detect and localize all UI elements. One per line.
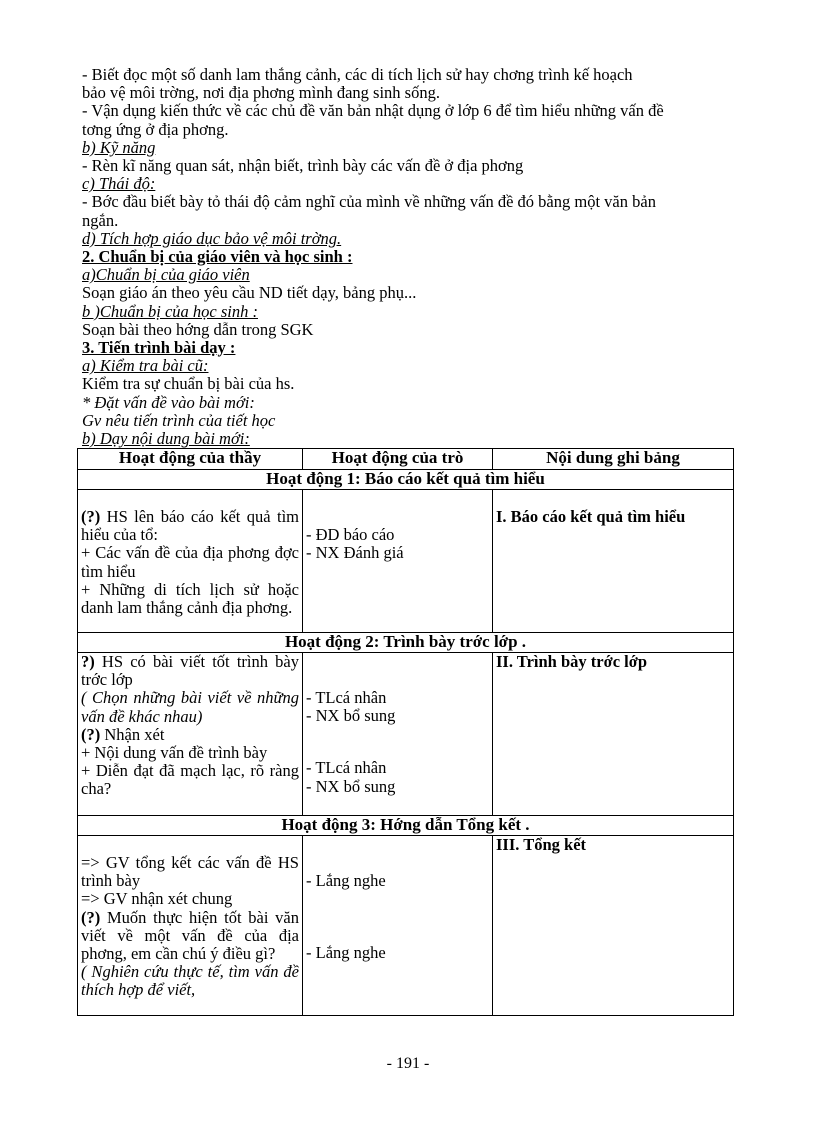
skills-text: - Rèn kĩ năng quan sát, nhận biết, trình bày các vấn đề ở địa phơng	[82, 156, 524, 176]
teacher-text: => GV nhận xét chung	[81, 889, 233, 909]
teaching-heading: b) Dạy nội dung bài mới:	[82, 429, 250, 449]
new-lesson-heading: * Đặt vấn đề vào bài mới:	[82, 392, 255, 412]
question-marker: (?)	[81, 507, 101, 526]
column-header: Nội dung ghi bảng	[493, 449, 734, 470]
student-text: - NX bổ sung	[306, 776, 396, 796]
student-prep-text: Soạn bài theo hớng dẫn trong SGK	[82, 319, 314, 339]
teacher-cell	[78, 653, 303, 816]
review-text: Kiểm tra sự chuẩn bị bài của hs.	[82, 374, 295, 394]
student-cell	[303, 836, 493, 1016]
review-heading: a) Kiểm tra bài cũ:	[82, 356, 209, 376]
question-marker: (?)	[81, 907, 101, 927]
lesson-plan-table	[77, 448, 734, 1016]
teacher-text: Nhận xét	[100, 724, 165, 744]
teacher-text: HS có bài viết tốt trình bày trớc lớp	[81, 652, 299, 690]
teacher-text: + Nội dung vấn đề trình bày	[81, 743, 268, 763]
attitude-heading: c) Thái độ:	[82, 174, 156, 194]
board-cell	[493, 653, 734, 816]
table-row	[78, 490, 734, 633]
teacher-prep-heading: a)Chuẩn bị của giáo viên	[82, 265, 250, 285]
student-text: - NX bổ sung	[306, 706, 396, 726]
student-text: - NX Đánh giá	[306, 543, 404, 563]
activity-1-title: Hoạt động 1: Báo cáo kết quả tìm hiểu	[78, 470, 734, 490]
attitude-text: - Bớc đầu biết bày tỏ thái độ cảm nghĩ của mình về những vấn đề đó bằng một văn bản	[82, 192, 656, 212]
objective-line: tơng ứng ở địa phơng.	[82, 119, 229, 139]
teacher-text: HS lên báo cáo kết quả tìm hiểu của tổ:	[81, 507, 299, 545]
lesson-intro	[82, 66, 752, 448]
student-text: - Lắng nghe	[306, 871, 386, 890]
column-header: Hoạt động của thầy	[78, 449, 303, 470]
column-header: Hoạt động của trò	[303, 449, 493, 470]
process-heading: 3. Tiến trình bài dạy :	[82, 338, 236, 358]
board-heading: III. Tổng kết	[496, 835, 587, 854]
activity-2-title: Hoạt động 2: Trình bày trớc lớp .	[78, 633, 734, 653]
student-text: - Lắng nghe	[306, 943, 386, 963]
attitude-text: ngắn.	[82, 210, 119, 230]
teacher-text: + Những di tích lịch sử hoặc danh lam thắng cảnh địa phơng.	[81, 579, 299, 618]
teacher-text: Muốn thực hiện tốt bài văn viết về một vấn đề của địa phơng, em cần chú ý điều gì?	[81, 907, 299, 964]
table-header-row	[78, 449, 734, 470]
new-lesson-text: Gv nêu tiến trình của tiết học	[82, 410, 276, 430]
teacher-cell	[78, 490, 303, 633]
teacher-cell	[78, 836, 303, 1016]
teacher-text: => GV tổng kết các vấn đề HS trình bày	[81, 853, 299, 891]
table-row	[78, 836, 734, 1016]
objective-line: - Vận dụng kiến thức về các chủ đề văn bản nhật dụng ở lớp 6 để tìm hiểu những vấn đề	[82, 101, 664, 121]
activity-3-title: Hoạt động 3: Hớng dẫn Tổng kết .	[78, 816, 734, 836]
table-row	[78, 653, 734, 816]
student-cell	[303, 653, 493, 816]
teacher-text: + Diễn đạt đã mạch lạc, rõ ràng cha?	[81, 761, 299, 799]
student-text: - TLcá nhân	[306, 758, 387, 778]
board-cell	[493, 836, 734, 1016]
teacher-prep-text: Soạn giáo án theo yêu cầu ND tiết dạy, bảng phụ...	[82, 283, 417, 303]
activity-title-row	[78, 816, 734, 836]
teacher-text: + Các vấn đề của địa phơng đợc tìm hiểu	[81, 543, 299, 581]
teacher-text: ( Chọn những bài viết về những vấn đề khác nhau)	[81, 688, 299, 726]
board-cell	[493, 490, 734, 633]
integration-heading: d) Tích hợp giáo dục bảo vệ môi trờng.	[82, 228, 342, 248]
teacher-text: ( Nghiên cứu thực tế, tìm vấn đề thích hợp để viết,	[81, 962, 299, 1000]
board-heading: I. Báo cáo kết quả tìm hiểu	[496, 507, 686, 526]
activity-title-row	[78, 633, 734, 653]
objective-line: - Biết đọc một số danh lam thắng cảnh, các di tích lịch sử hay chơng trình kế hoạch	[82, 65, 633, 84]
student-text: - TLcá nhân	[306, 688, 387, 707]
page-number: - 191 -	[386, 1055, 430, 1072]
preparation-heading: 2. Chuẩn bị của giáo viên và học sinh :	[82, 247, 353, 267]
student-text: - ĐD báo cáo	[306, 525, 395, 544]
board-heading: II. Trình bày trớc lớp	[496, 652, 648, 671]
student-cell	[303, 490, 493, 633]
skills-heading: b) Kỹ năng	[82, 137, 156, 157]
question-marker: (?)	[81, 724, 101, 744]
activity-title-row	[78, 470, 734, 490]
question-marker: ?)	[81, 652, 95, 671]
student-prep-heading: b )Chuẩn bị của học sinh :	[82, 301, 258, 321]
objective-line: bảo vệ môi trờng, nơi địa phơng mình đang sinh sống.	[82, 83, 440, 103]
